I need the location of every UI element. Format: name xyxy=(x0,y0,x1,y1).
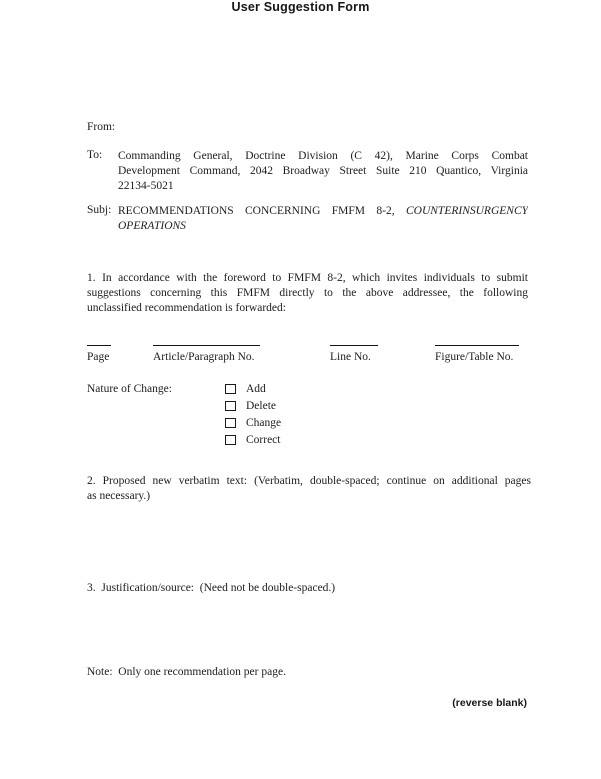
page-title: User Suggestion Form xyxy=(231,0,370,14)
paragraph-1-line: unclassified recommendation is forwarded: xyxy=(87,302,286,314)
add-checkbox[interactable] xyxy=(225,384,236,394)
to-address-line: Development Command, 2042 Broadway Street Suite 210 Quantico, Virginia xyxy=(118,165,528,177)
nature-option-add xyxy=(225,383,281,400)
delete-checkbox[interactable] xyxy=(225,401,236,411)
subject-line-1: RECOMMENDATIONS CONCERNING FMFM 8-2, COUNTERINSURGENCY xyxy=(118,205,528,217)
delete-checkbox-label: Delete xyxy=(246,400,277,412)
line-no-field-label: Line No. xyxy=(330,351,371,363)
subject-text xyxy=(118,204,528,234)
from-label: From: xyxy=(87,121,116,133)
line-no-field xyxy=(330,345,378,364)
paragraph-1-line: suggestions concerning this FMFM directly to the above addressee, the following xyxy=(87,287,528,299)
change-checkbox[interactable] xyxy=(225,418,236,428)
to-address-line: Commanding General, Doctrine Division (C 42), Marine Corps Combat xyxy=(118,150,528,162)
paragraph-1 xyxy=(87,271,528,316)
nature-option-change xyxy=(225,417,281,434)
subject-line-2: OPERATIONS xyxy=(118,220,186,232)
page-field-blank-line[interactable] xyxy=(87,345,111,346)
reverse-blank-note: (reverse blank) xyxy=(452,697,527,709)
correct-checkbox-label: Correct xyxy=(246,434,281,446)
add-checkbox-label: Add xyxy=(246,383,266,395)
nature-of-change-options xyxy=(225,383,281,451)
to-address xyxy=(118,149,528,194)
page-field xyxy=(87,345,111,364)
paragraph-2-line: as necessary.) xyxy=(87,490,151,502)
paragraph-3: 3. Justification/source: (Need not be double-spaced.) xyxy=(87,582,336,594)
paragraph-2-line: 2. Proposed new verbatim text: (Verbatim, double-spaced; continue on additional pages xyxy=(87,475,531,487)
paragraph-2 xyxy=(87,474,531,504)
to-address-line: 22134-5021 xyxy=(118,180,174,192)
change-checkbox-label: Change xyxy=(246,417,282,429)
figure-table-field-blank-line[interactable] xyxy=(435,345,519,346)
line-no-field-blank-line[interactable] xyxy=(330,345,378,346)
subject-label: Subj: xyxy=(87,204,112,216)
figure-table-field xyxy=(435,345,519,364)
article-paragraph-field xyxy=(153,345,260,364)
paragraph-1-line: 1. In accordance with the foreword to FMFM 8-2, which invites individuals to submit xyxy=(87,272,528,284)
article-paragraph-field-blank-line[interactable] xyxy=(153,345,260,346)
nature-option-delete xyxy=(225,400,281,417)
to-label: To: xyxy=(87,149,103,161)
note-text: Note: Only one recommendation per page. xyxy=(87,666,286,678)
nature-option-correct xyxy=(225,434,281,451)
nature-of-change-label: Nature of Change: xyxy=(87,383,172,395)
figure-table-field-label: Figure/Table No. xyxy=(435,351,514,363)
article-paragraph-field-label: Article/Paragraph No. xyxy=(153,351,255,363)
correct-checkbox[interactable] xyxy=(225,435,236,445)
page-field-label: Page xyxy=(87,351,110,363)
